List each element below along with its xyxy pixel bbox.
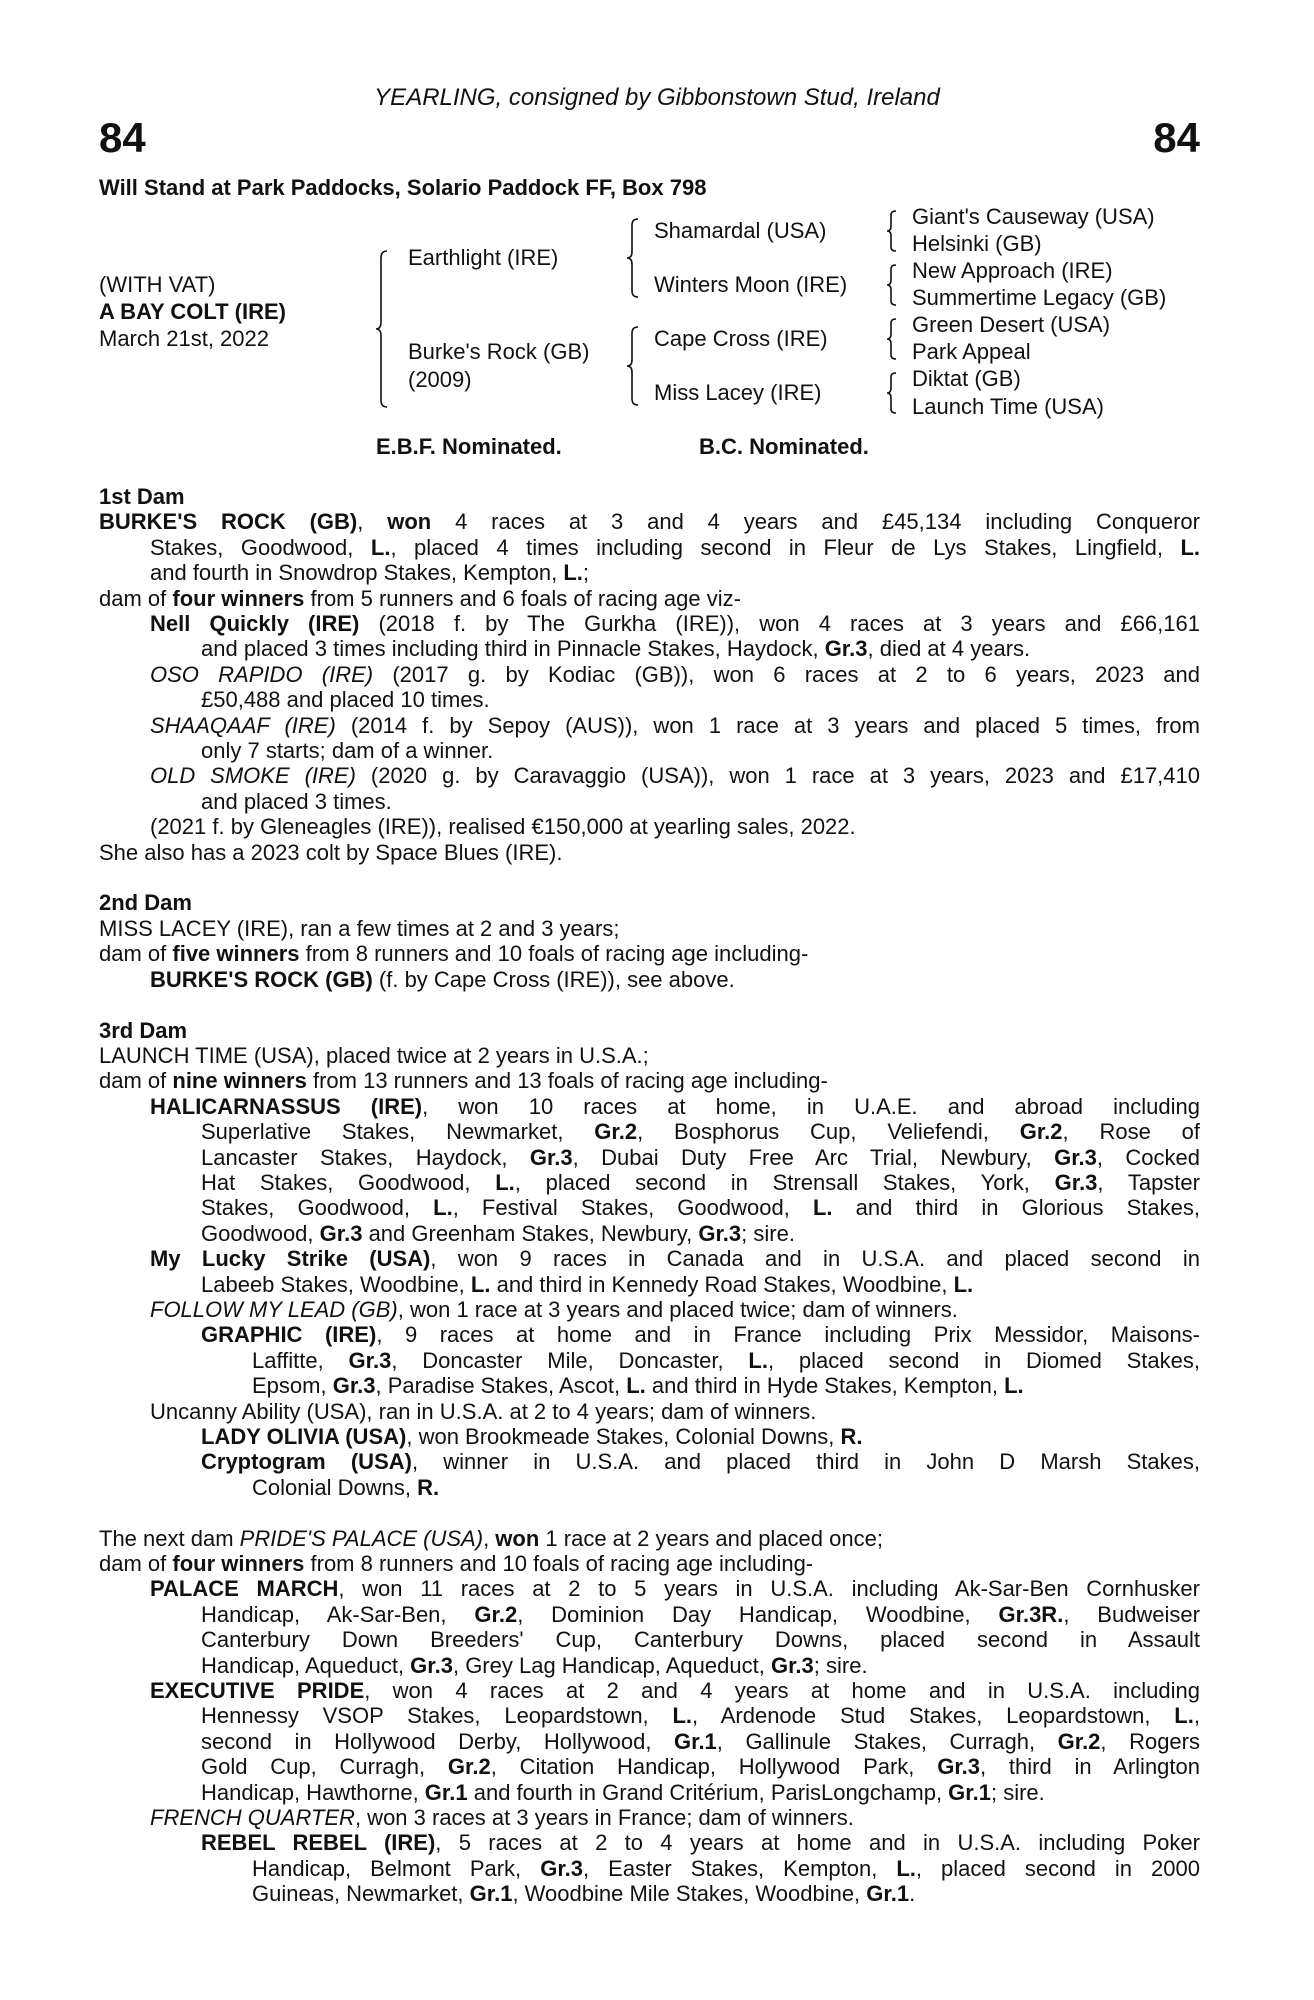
dam-section: [99, 484, 1200, 865]
dam-dam: Miss Lacey (IRE): [654, 380, 822, 405]
lot-number-left: 84: [99, 114, 146, 161]
text-line: [201, 1703, 1200, 1728]
pedigree-entry: [99, 916, 1200, 941]
pedigree-entry: [99, 1322, 1200, 1398]
bold-text: LADY OLIVIA (USA): [201, 1424, 407, 1449]
text: , Cocked: [1096, 1144, 1200, 1170]
text-line: [201, 1170, 1200, 1195]
text: dam of: [99, 941, 173, 967]
text: The next dam: [99, 1525, 240, 1551]
text: second in Hollywood Derby, Hollywood,: [201, 1728, 674, 1754]
sire-sire: Shamardal (USA): [654, 218, 827, 243]
text-line: [99, 586, 1200, 611]
text: , Easter Stakes, Kempton,: [583, 1855, 897, 1881]
text: Hat Stakes, Goodwood,: [201, 1169, 496, 1195]
text: , placed second in Strensall Stakes, York,: [514, 1169, 1055, 1195]
text-line: [201, 687, 1200, 712]
text-line: [150, 814, 1200, 839]
bold-text: PALACE MARCH: [150, 1576, 339, 1602]
text: , Rogers: [1100, 1728, 1200, 1754]
text: Stakes, Goodwood,: [201, 1195, 434, 1221]
section-heading: 2nd Dam: [99, 890, 192, 916]
brace-gen1: [375, 250, 387, 408]
pedigree-entry: [99, 1526, 1200, 1551]
text: Labeeb Stakes, Woodbine,: [201, 1271, 471, 1297]
catalogue-body: [99, 484, 1200, 1932]
gen4-ancestor: Diktat (GB): [912, 366, 1021, 391]
text: and fourth in Snowdrop Stakes, Kempton,: [150, 560, 564, 586]
bold-text: Gr.3: [698, 1220, 742, 1246]
italic-text: OSO RAPIDO (IRE): [150, 661, 374, 687]
bold-text: Gr.3: [824, 636, 868, 662]
pedigree-entry: [99, 1576, 1200, 1678]
gen4-ancestor: New Approach (IRE): [912, 258, 1113, 283]
text: , Dominion Day Handicap, Woodbine,: [517, 1601, 999, 1627]
text-line: [99, 916, 1200, 941]
pedigree-entry: [99, 840, 1200, 865]
text: , Gallinule Stakes, Curragh,: [716, 1728, 1058, 1754]
pedigree-entry: [99, 967, 1200, 992]
text: and fourth in Grand Critérium, ParisLongchamp,: [467, 1779, 949, 1805]
text: , Citation Handicap, Hollywood Park,: [490, 1754, 938, 1780]
gen4-ancestor: Giant's Causeway (USA): [912, 204, 1155, 229]
text: , Woodbine Mile Stakes, Woodbine,: [512, 1881, 867, 1907]
text-line: [150, 1678, 1200, 1703]
bold-text: HALICARNASSUS (IRE): [150, 1093, 423, 1119]
text: from 8 runners and 10 foals of racing age including-: [299, 941, 809, 967]
brace-gen2-sire: [626, 218, 638, 298]
bold-text: L.: [433, 1195, 453, 1221]
gen4-ancestor: Green Desert (USA): [912, 312, 1111, 337]
text: , placed 4 times including second in Fleur de Lys Stakes, Lingfield,: [390, 534, 1181, 560]
text: and Greenham Stakes, Newbury,: [362, 1220, 699, 1246]
bold-text: Gr.3: [1054, 1169, 1098, 1195]
brace-gen3-3: [886, 318, 896, 360]
text: , won 1 race at 3 years and placed twice; dam of winners.: [397, 1296, 958, 1322]
bc-nominated: B.C. Nominated.: [699, 434, 869, 459]
bold-text: Gr.3: [319, 1220, 363, 1246]
text-line: [150, 1246, 1200, 1271]
brace-gen3-2: [886, 264, 896, 306]
text-line: [99, 941, 1200, 966]
text-line: [252, 1856, 1200, 1881]
dam-year: (2009): [408, 367, 472, 392]
text: dam of: [99, 1068, 173, 1094]
bold-text: L.: [672, 1703, 693, 1729]
text: , won 11 races at 2 to 5 years in U.S.A. including Ak-Sar-Ben Cornhusker: [338, 1576, 1200, 1602]
text: , Paradise Stakes, Ascot,: [375, 1373, 627, 1399]
text: , winner in U.S.A. and placed third in John D Marsh Stakes,: [411, 1449, 1200, 1475]
text: Laffitte,: [252, 1347, 349, 1373]
text-line: [201, 1145, 1200, 1170]
text: , Tapster: [1097, 1169, 1200, 1195]
bold-text: L.: [1174, 1703, 1194, 1729]
bold-text: Gr.2: [474, 1601, 518, 1627]
bold-text: Gr.3: [332, 1373, 376, 1399]
bold-text: Cryptogram (USA): [201, 1449, 412, 1475]
bold-text: Gr.1: [948, 1779, 991, 1805]
text: , won 4 races at 2 and 4 years at home and in U.S.A. including: [364, 1678, 1200, 1704]
bold-text: L.: [563, 560, 583, 586]
text: and placed 3 times including third in Pinnacle Stakes, Haydock,: [201, 636, 825, 662]
sire-dam: Winters Moon (IRE): [654, 272, 848, 297]
text: (2017 g. by Kodiac (GB)), won 6 races at 2 to 6 years, 2023 and: [373, 661, 1201, 687]
bold-text: Gr.3: [937, 1754, 981, 1780]
text: She also has a 2023 colt by Space Blues (IRE).: [99, 839, 563, 865]
text: , placed second in Diomed Stakes,: [767, 1347, 1201, 1373]
text-line: [201, 1754, 1200, 1779]
text: from 13 runners and 13 foals of racing age including-: [306, 1068, 828, 1094]
text: ,: [357, 509, 388, 535]
pedigree-entry: [99, 611, 1200, 662]
text-line: [201, 1449, 1200, 1474]
foaling-date: March 21st, 2022: [99, 326, 269, 351]
text: and placed 3 times.: [201, 788, 392, 814]
text: , Dubai Duty Free Arc Trial, Newbury,: [572, 1144, 1055, 1170]
bold-text: Gr.3: [410, 1652, 453, 1678]
bold-text: four winners: [172, 585, 305, 611]
pedigree-entry: [99, 1068, 1200, 1093]
pedigree-entry: [99, 509, 1200, 585]
text-line: [252, 1348, 1200, 1373]
italic-text: OLD SMOKE (IRE): [150, 763, 356, 789]
text: Lancaster Stakes, Haydock,: [201, 1144, 530, 1170]
text-line: [201, 789, 1200, 814]
text: Epsom,: [252, 1373, 333, 1399]
text: and third in Glorious Stakes,: [832, 1195, 1200, 1221]
bold-text: L.: [953, 1271, 974, 1297]
consignment-line: YEARLING, consigned by Gibbonstown Stud, Ireland: [374, 84, 940, 111]
pedigree-entry: [99, 586, 1200, 611]
bold-text: Gr.2: [594, 1119, 638, 1145]
pedigree-entry: [99, 713, 1200, 764]
vat-note: (WITH VAT): [99, 272, 216, 297]
text-line: [150, 713, 1200, 738]
bold-text: L.: [812, 1195, 833, 1221]
dam-section: [99, 890, 1200, 992]
pedigree-entry: [99, 1399, 1200, 1424]
text-line: [201, 1221, 1200, 1246]
text: 1 race at 2 years and placed once;: [539, 1525, 883, 1551]
text-line: [252, 1881, 1200, 1906]
text-line: [150, 763, 1200, 788]
text-line: [150, 1576, 1200, 1601]
text: (2018 f. by The Gurkha (IRE)), won 4 races at 3 years and £66,161: [359, 611, 1200, 637]
bold-text: R.: [417, 1474, 440, 1500]
bold-text: L.: [1180, 534, 1201, 560]
pedigree-entry: [99, 763, 1200, 814]
text-line: [150, 1805, 1200, 1830]
text: , died at 4 years.: [867, 636, 1031, 662]
text: , 5 races at 2 to 4 years at home and in U.S.A. including Poker: [435, 1830, 1200, 1856]
text: .: [909, 1881, 916, 1907]
dam: Burke's Rock (GB): [408, 339, 590, 364]
text: , Rose of: [1062, 1119, 1200, 1145]
text-line: [201, 1780, 1200, 1805]
text: ,: [483, 1525, 496, 1551]
text-line: [201, 738, 1200, 763]
text-line: [150, 1094, 1200, 1119]
text-line: [99, 1551, 1200, 1576]
bold-text: L.: [370, 534, 391, 560]
bold-text: L.: [626, 1373, 646, 1399]
pedigree-entry: [99, 814, 1200, 839]
text-line: [201, 636, 1200, 661]
text: and third in Kennedy Road Stakes, Woodbine,: [490, 1271, 954, 1297]
bold-text: Gr.3R.: [998, 1601, 1064, 1627]
bold-text: Nell Quickly (IRE): [150, 611, 360, 637]
bold-text: nine winners: [172, 1068, 307, 1094]
bold-text: Gr.1: [424, 1779, 468, 1805]
bold-text: EXECUTIVE PRIDE: [150, 1678, 365, 1704]
text: , won 10 races at home, in U.A.E. and abroad including: [422, 1093, 1200, 1119]
pedigree-entry: [99, 1830, 1200, 1906]
text: and third in Hyde Stakes, Kempton,: [645, 1373, 1005, 1399]
text-line: [201, 1729, 1200, 1754]
text: ,: [1193, 1703, 1200, 1729]
bold-text: Gr.2: [1019, 1119, 1063, 1145]
text: , won Brookmeade Stakes, Colonial Downs,: [406, 1424, 841, 1449]
bold-text: Gr.3: [770, 1652, 814, 1678]
text: Colonial Downs,: [252, 1474, 418, 1500]
text: Canterbury Down Breeders' Cup, Canterbury Downs, placed second in Assault: [201, 1627, 1200, 1653]
text: Superlative Stakes, Newmarket,: [201, 1119, 595, 1145]
text: , Ardenode Stud Stakes, Leopardstown,: [692, 1703, 1175, 1729]
dam-section: [99, 1526, 1200, 1907]
text: ; sire.: [813, 1652, 868, 1678]
text-line: [201, 1602, 1200, 1627]
text: Hennessy VSOP Stakes, Leopardstown,: [201, 1703, 673, 1729]
text-line: [150, 662, 1200, 687]
text: from 5 runners and 6 foals of racing age viz-: [304, 585, 741, 611]
text: Handicap, Belmont Park,: [252, 1855, 541, 1881]
text-line: [201, 1424, 1200, 1449]
bold-text: L.: [495, 1169, 515, 1195]
text-line: [252, 1373, 1200, 1398]
text-line: [150, 1297, 1200, 1322]
text-line: [201, 1627, 1200, 1652]
pedigree-entry: [99, 941, 1200, 966]
bold-text: Gr.3: [540, 1855, 584, 1881]
italic-text: FOLLOW MY LEAD (GB): [150, 1296, 398, 1322]
dam-sire: Cape Cross (IRE): [654, 326, 828, 351]
bold-text: Gr.3: [348, 1347, 392, 1373]
pedigree-entry: [99, 1094, 1200, 1246]
text-line: [252, 1475, 1200, 1500]
text: , third in Arlington: [980, 1754, 1201, 1780]
text-line: [201, 1830, 1200, 1855]
text: Handicap, Ak-Sar-Ben,: [201, 1601, 475, 1627]
pedigree-entry: [99, 1449, 1200, 1500]
italic-text: FRENCH QUARTER: [150, 1805, 355, 1831]
bold-text: Gr.3: [1054, 1144, 1097, 1170]
italic-text: PRIDE'S PALACE (USA): [239, 1525, 484, 1551]
bold-text: won: [495, 1525, 540, 1551]
text: , Bosphorus Cup, Veliefendi,: [637, 1119, 1020, 1145]
text: , Festival Stakes, Goodwood,: [452, 1195, 813, 1221]
gen4-ancestor: Park Appeal: [912, 339, 1031, 364]
section-heading: 3rd Dam: [99, 1017, 188, 1043]
text-line: [150, 611, 1200, 636]
text-line: [150, 560, 1200, 585]
text: Goodwood,: [201, 1220, 320, 1246]
text-line: [99, 1043, 1200, 1068]
brace-gen3-4: [886, 372, 896, 414]
text: (2014 f. by Sepoy (AUS)), won 1 race at 3 years and placed 5 times, from: [335, 712, 1200, 738]
bold-text: Gr.2: [1057, 1728, 1101, 1754]
horse-name: A BAY COLT (IRE): [99, 299, 287, 324]
text: Guineas, Newmarket,: [252, 1881, 470, 1907]
pedigree-entry: [99, 1678, 1200, 1805]
text-line: [99, 1068, 1200, 1093]
bold-text: BURKE'S ROCK (GB): [150, 966, 373, 992]
bold-text: Gr.3: [529, 1144, 573, 1170]
bold-text: REBEL REBEL (IRE): [201, 1830, 436, 1856]
text: , placed second in 2000: [915, 1855, 1200, 1881]
text: (f. by Cape Cross (IRE)), see above.: [372, 966, 735, 992]
bold-text: L.: [748, 1347, 768, 1373]
italic-text: SHAAQAAF (IRE): [150, 712, 336, 738]
text-line: [201, 1322, 1200, 1347]
bold-text: L.: [1004, 1373, 1024, 1399]
text-line: [99, 840, 1200, 865]
bold-text: five winners: [172, 941, 300, 967]
pedigree-entry: [99, 1805, 1200, 1830]
text: from 8 runners and 10 foals of racing age including-: [304, 1551, 814, 1577]
text: , 9 races at home and in France including Prix Messidor, Maisons-: [376, 1322, 1201, 1348]
text: ; sire.: [741, 1220, 795, 1246]
text-line: [150, 535, 1200, 560]
brace-gen2-dam: [626, 326, 638, 406]
text: ; sire.: [990, 1779, 1045, 1805]
gen4-ancestor: Summertime Legacy (GB): [912, 285, 1167, 310]
pedigree-entry: [99, 1043, 1200, 1068]
brace-gen3-1: [886, 210, 896, 252]
gen4-ancestor: Helsinki (GB): [912, 231, 1042, 256]
pedigree-entry: [99, 1246, 1200, 1297]
bold-text: R.: [840, 1424, 863, 1449]
bold-text: GRAPHIC (IRE): [201, 1322, 377, 1348]
text: LAUNCH TIME (USA), placed twice at 2 years in U.S.A.;: [99, 1042, 649, 1068]
bold-text: Gr.1: [866, 1881, 910, 1907]
bold-text: won: [387, 509, 432, 535]
text: , Doncaster Mile, Doncaster,: [391, 1347, 749, 1373]
text-line: [150, 967, 1200, 992]
text: only 7 starts; dam of a winner.: [201, 738, 494, 764]
text: dam of: [99, 585, 173, 611]
pedigree-entry: [99, 662, 1200, 713]
bold-text: L.: [896, 1855, 916, 1881]
dam-section: [99, 1018, 1200, 1501]
text-line: [201, 1119, 1200, 1144]
text: Uncanny Ability (USA), ran in U.S.A. at 2 to 4 years; dam of winners.: [150, 1398, 817, 1424]
text-line: [150, 1399, 1200, 1424]
gen4-ancestor: Launch Time (USA): [912, 394, 1104, 419]
text: , won 9 races in Canada and in U.S.A. and placed second in: [430, 1246, 1200, 1272]
text-line: [99, 1526, 1200, 1551]
text: £50,488 and placed 10 times.: [201, 687, 490, 713]
text: MISS LACEY (IRE), ran a few times at 2 and 3 years;: [99, 915, 620, 941]
text: , Grey Lag Handicap, Aqueduct,: [452, 1652, 771, 1678]
text: dam of: [99, 1551, 173, 1577]
stand-location: Will Stand at Park Paddocks, Solario Paddock FF, Box 798: [99, 175, 707, 200]
bold-text: four winners: [172, 1551, 305, 1577]
text: , won 3 races at 3 years in France; dam of winners.: [354, 1805, 854, 1831]
text: Handicap, Hawthorne,: [201, 1779, 425, 1805]
text-line: [201, 1272, 1200, 1297]
ebf-nominated: E.B.F. Nominated.: [376, 434, 562, 459]
bold-text: BURKE'S ROCK (GB): [99, 509, 358, 535]
pedigree-entry: [99, 1424, 1200, 1449]
pedigree-entry: [99, 1297, 1200, 1322]
section-heading: 1st Dam: [99, 484, 185, 509]
text: Handicap, Aqueduct,: [201, 1652, 411, 1678]
bold-text: L.: [470, 1271, 491, 1297]
text: Stakes, Goodwood,: [150, 534, 371, 560]
bold-text: Gr.2: [447, 1754, 491, 1780]
text: (2020 g. by Caravaggio (USA)), won 1 race at 3 years, 2023 and £17,410: [355, 763, 1200, 789]
pedigree-entry: [99, 1551, 1200, 1576]
text: ;: [582, 560, 590, 586]
lot-number-right: 84: [1153, 114, 1200, 161]
bold-text: Gr.1: [673, 1728, 717, 1754]
text-line: [99, 509, 1200, 534]
text: 4 races at 3 and 4 years and £45,134 including Conqueror: [431, 509, 1200, 535]
bold-text: Gr.1: [469, 1881, 513, 1907]
bold-text: My Lucky Strike (USA): [150, 1246, 431, 1272]
text: (2021 f. by Gleneagles (IRE)), realised €150,000 at yearling sales, 2022.: [150, 814, 856, 840]
text: , Budweiser: [1063, 1601, 1200, 1627]
text-line: [201, 1653, 1200, 1678]
sire: Earthlight (IRE): [408, 245, 559, 270]
text-line: [201, 1195, 1200, 1220]
text: Gold Cup, Curragh,: [201, 1754, 448, 1780]
